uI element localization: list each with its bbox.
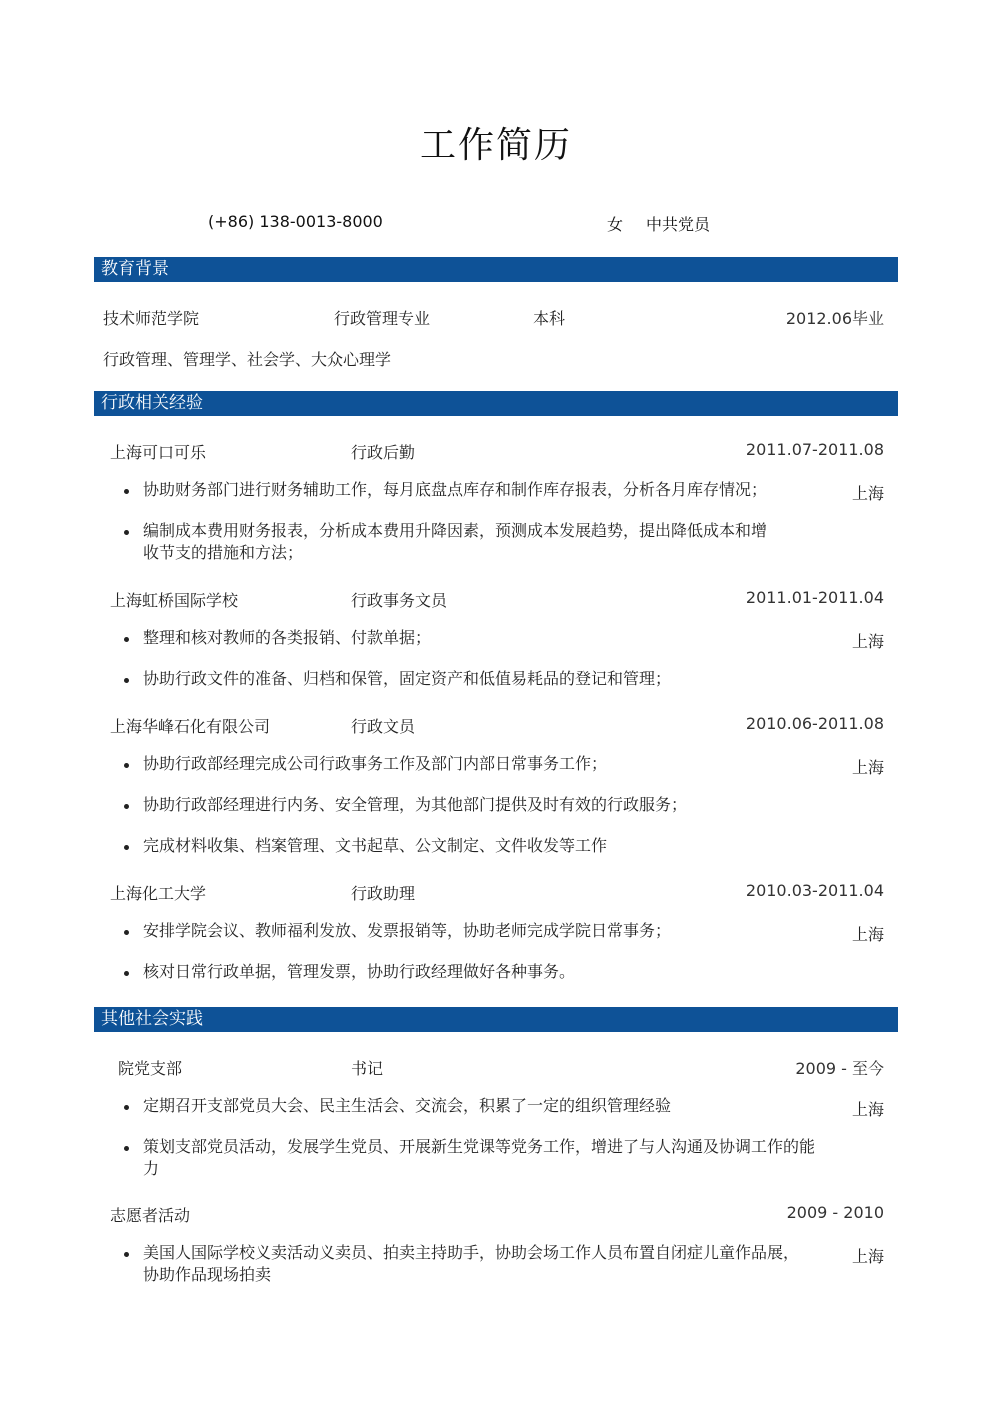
org-bullet-continued: 协助作品现场拍卖 (143, 1265, 272, 1284)
job-bullet: 完成材料收集、档案管理、文书起草、公文制定、文件收发等工作 (143, 836, 608, 855)
bullet-icon (124, 530, 129, 535)
page-title: 工作简历 (419, 125, 572, 166)
job-bullet-continued: 收节支的措施和方法； (143, 543, 304, 562)
bullet-icon (124, 678, 129, 683)
company-name: 上海华峰石化有限公司 (110, 717, 271, 736)
major: 行政管理专业 (334, 309, 431, 328)
job-role: 行政文员 (351, 717, 416, 736)
org-name: 院党支部 (118, 1059, 183, 1078)
job-role: 行政助理 (351, 884, 416, 903)
job-bullet: 协助行政部经理进行内务、安全管理，为其他部门提供及时有效的行政服务； (143, 795, 688, 814)
gender: 女 (607, 215, 624, 234)
org-bullet: 美国人国际学校义卖活动义卖员、拍卖主持助手，协助会场工作人员布置自闭症儿童作品展， (143, 1243, 800, 1262)
job-bullet: 整理和核对教师的各类报销、付款单据； (143, 628, 432, 647)
job-location: 上海 (851, 632, 884, 651)
bullet-icon (124, 1146, 129, 1151)
job-bullet: 协助行政部经理完成公司行政事务工作及部门内部日常事务工作； (143, 754, 608, 773)
job-location: 上海 (851, 484, 884, 503)
job-bullet: 协助财务部门进行财务辅助工作，每月底盘点库存和制作库存报表，分析各月库存情况； (143, 480, 768, 499)
org-bullet: 策划支部党员活动，发展学生党员、开展新生党课等党务工作，增进了与人沟通及协调工作的能 (143, 1137, 816, 1156)
phone-number: (+86) 138-0013-8000 (208, 212, 383, 231)
org-bullet-continued: 力 (143, 1159, 160, 1178)
company-name: 上海化工大学 (110, 884, 207, 903)
org-bullet: 定期召开支部党员大会、民主生活会、交流会，积累了一定的组织管理经验 (143, 1096, 672, 1115)
bullet-icon (124, 845, 129, 850)
bullet-icon (124, 1105, 129, 1110)
bullet-icon (124, 930, 129, 935)
job-bullet: 编制成本费用财务报表，分析成本费用升降因素，预测成本发展趋势，提出降低成本和增 (143, 521, 768, 540)
job-date: 2011.07-2011.08 (745, 440, 884, 459)
job-location: 上海 (851, 758, 884, 777)
bullet-icon (124, 804, 129, 809)
political-status: 中共党员 (646, 215, 711, 234)
job-location: 上海 (851, 925, 884, 944)
org-name: 志愿者活动 (110, 1206, 191, 1225)
job-bullet: 安排学院会议、教师福利发放、发票报销等，协助老师完成学院日常事务； (143, 921, 672, 940)
company-name: 上海可口可乐 (110, 443, 207, 462)
job-date: 2011.01-2011.04 (745, 588, 884, 607)
degree: 本科 (533, 309, 566, 328)
job-role: 行政后勤 (351, 443, 416, 462)
bullet-icon (124, 637, 129, 642)
section-header-admin: 行政相关经验 (94, 391, 898, 416)
job-date: 2010.03-2011.04 (745, 881, 884, 900)
courses: 行政管理、管理学、社会学、大众心理学 (103, 350, 392, 369)
school-name: 技术师范学院 (103, 309, 200, 328)
section-header-social: 其他社会实践 (94, 1007, 898, 1032)
company-name: 上海虹桥国际学校 (110, 591, 239, 610)
org-date: 2009 - 2010 (786, 1203, 884, 1222)
bullet-icon (124, 763, 129, 768)
org-role: 书记 (351, 1059, 384, 1078)
job-role: 行政事务文员 (351, 591, 448, 610)
job-bullet: 核对日常行政单据，管理发票，协助行政经理做好各种事务。 (143, 962, 576, 981)
graduation-date: 2012.06毕业 (785, 309, 884, 328)
bullet-icon (124, 971, 129, 976)
bullet-icon (124, 489, 129, 494)
section-header-education: 教育背景 (94, 257, 898, 282)
job-date: 2010.06-2011.08 (745, 714, 884, 733)
org-date: 2009 - 至今 (795, 1059, 884, 1078)
bullet-icon (124, 1252, 129, 1257)
job-bullet: 协助行政文件的准备、归档和保管，固定资产和低值易耗品的登记和管理； (143, 669, 672, 688)
org-location: 上海 (851, 1100, 884, 1119)
org-location: 上海 (851, 1247, 884, 1266)
